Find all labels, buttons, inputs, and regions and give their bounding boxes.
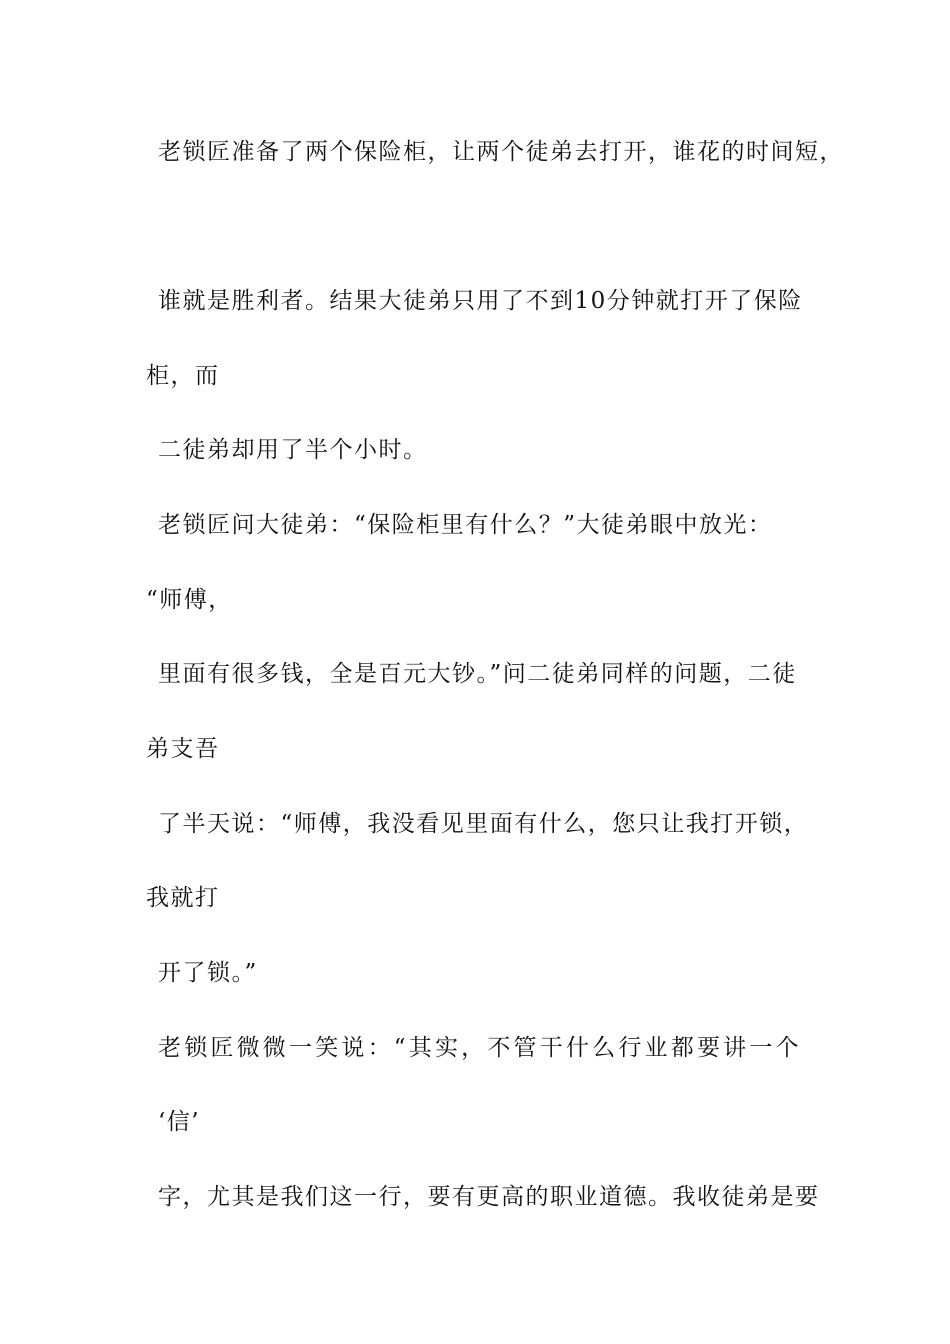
text-line-1: 老锁匠准备了两个保险柜，让两个徒弟去打开，谁花的时间短， (158, 139, 844, 165)
text-line-6: “师傅， (146, 587, 233, 613)
text-line-10: 我就打 (146, 885, 220, 911)
text-line-3: 柜，而 (146, 363, 220, 389)
text-line-7: 里面有很多钱，全是百元大钞。”问二徒弟同样的问题，二徒 (158, 661, 797, 687)
text-line-4: 二徒弟却用了半个小时。 (158, 437, 428, 463)
text-line-8: 弟支吾 (146, 736, 220, 762)
text-line-5: 老锁匠问大徒弟：“保险柜里有什么？”大徒弟眼中放光： (158, 512, 773, 538)
text-line-13: ‘信’ (158, 1109, 201, 1135)
text-line-2: 谁就是胜利者。结果大徒弟只用了不到10分钟就打开了保险 (158, 288, 803, 314)
text-line-12: 老锁匠微微一笑说：“其实，不管干什么行业都要讲一个 (158, 1035, 802, 1061)
text-line-14: 字，尤其是我们这一行，要有更高的职业道德。我收徒弟是要 (158, 1184, 820, 1210)
text-line-9: 了半天说：“师傅，我没看见里面有什么，您只让我打开锁， (158, 811, 809, 837)
text-line-11: 开了锁。” (158, 960, 258, 986)
